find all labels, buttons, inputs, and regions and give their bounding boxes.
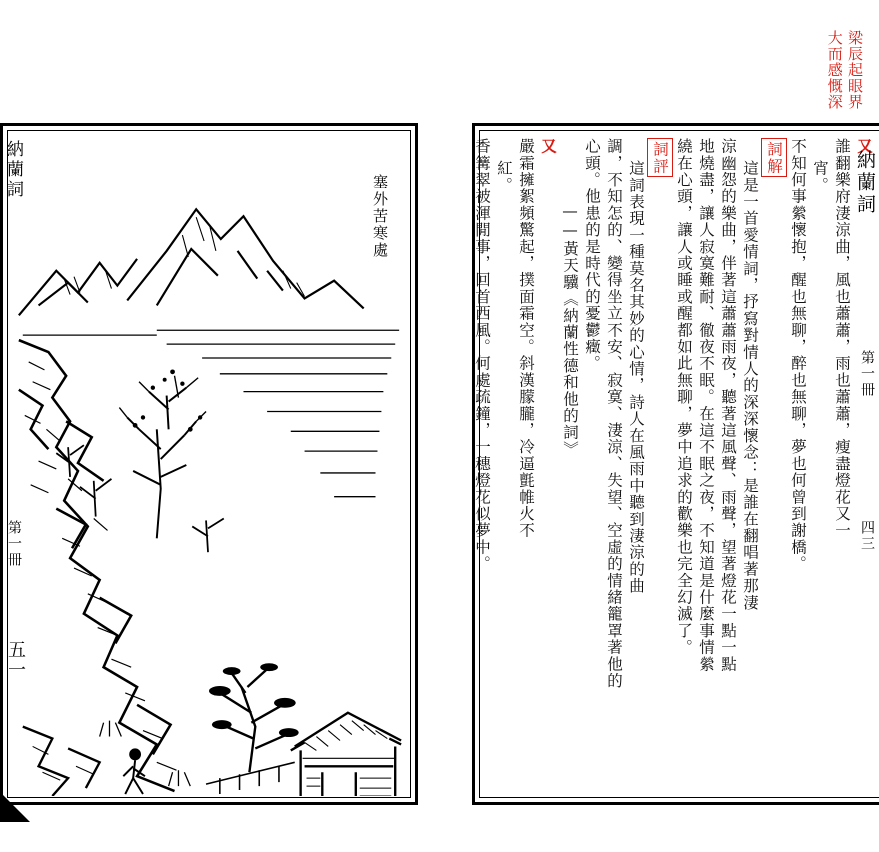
annotation-line-4: 繞在心頭，讓人或睡或醒都如此無聊，夢中追求的歡樂也完全幻滅了。 bbox=[675, 138, 693, 656]
annotation-line-1: 這是一首愛情詞，抒寫對情人的深深懷念：是誰在翻唱著那淒 bbox=[741, 160, 759, 611]
illustration-artwork bbox=[9, 132, 409, 796]
margin-annotation: 梁辰起眼界 大而感慨深 bbox=[825, 30, 864, 110]
left-page-number: 五一 bbox=[5, 640, 26, 680]
poem-heading-you-2: 又 bbox=[539, 138, 558, 155]
corner-ornament-svg bbox=[0, 792, 30, 822]
right-page bbox=[462, 0, 879, 852]
commentary-line-2: 調，不知怎的、變得坐立不安、寂寞、淒涼、失望、空虛的情緒籠罩著他的 bbox=[605, 138, 623, 690]
commentary-line-3: 心頭。他患的是時代的憂鬱癥。 bbox=[583, 138, 601, 372]
commentary-line-1: 這詞表現一種莫名其妙的心情，詩人在風雨中聽到淒涼的曲 bbox=[627, 160, 645, 595]
left-margin-title: 納蘭詞 bbox=[3, 140, 23, 200]
text-frame bbox=[472, 123, 879, 805]
vertical-text-columns bbox=[473, 138, 875, 790]
landscape-woodcut-svg bbox=[9, 132, 409, 796]
annotation-line-2: 涼幽怨的樂曲，伴著這蕭蕭雨夜，聽著這風聲、雨聲，望著燈花一點一點 bbox=[719, 138, 737, 673]
page-gutter bbox=[432, 0, 462, 852]
annotation-label-ciji bbox=[761, 138, 787, 790]
right-page-number: 四三 bbox=[859, 520, 875, 552]
poem-line-1: 誰翻樂府淒涼曲，風也蕭蕭，雨也蕭蕭，瘦盡燈花又一 bbox=[833, 138, 851, 539]
annotation-label-cipping bbox=[647, 138, 673, 790]
cipping-label-box: 詞評 bbox=[647, 138, 673, 177]
commentary-citation: ——黃天驥《納蘭性德和他的詞》 bbox=[561, 202, 579, 458]
poem-line-3: 不知何事縈懷抱，醒也無聊，醉也無聊，夢也何曾到謝橋。 bbox=[789, 138, 807, 573]
running-head-title: 納蘭詞 bbox=[854, 150, 876, 216]
corner-ornament bbox=[0, 792, 30, 822]
running-head-volume: 第一冊 bbox=[859, 350, 875, 398]
left-margin-volume: 第一冊 bbox=[6, 520, 22, 568]
illustration-caption: 塞外苦寒處 bbox=[371, 174, 389, 259]
poem-heading-you-1: 又 bbox=[855, 138, 874, 155]
poem2-line-3: 香篝翠被渾閒事，回首西風。何處疏鐘，一穗燈花似夢中。 bbox=[473, 138, 491, 573]
annotation-line-3: 地燒盡，讓人寂寞難耐、徹夜不眠。在這不眠之夜，不知道是什麼事情縈 bbox=[697, 138, 715, 673]
poem-line-2: 宵。 bbox=[811, 160, 829, 194]
illustration-frame bbox=[0, 123, 418, 805]
poem2-line-1: 嚴霜擁絮頻驚起，撲面霜空。斜漢朦朧，冷逼氈帷火不 bbox=[517, 138, 535, 539]
ciji-label-box: 詞解 bbox=[761, 138, 787, 177]
left-page bbox=[0, 0, 432, 852]
poem2-line-2: 紅。 bbox=[495, 160, 513, 194]
